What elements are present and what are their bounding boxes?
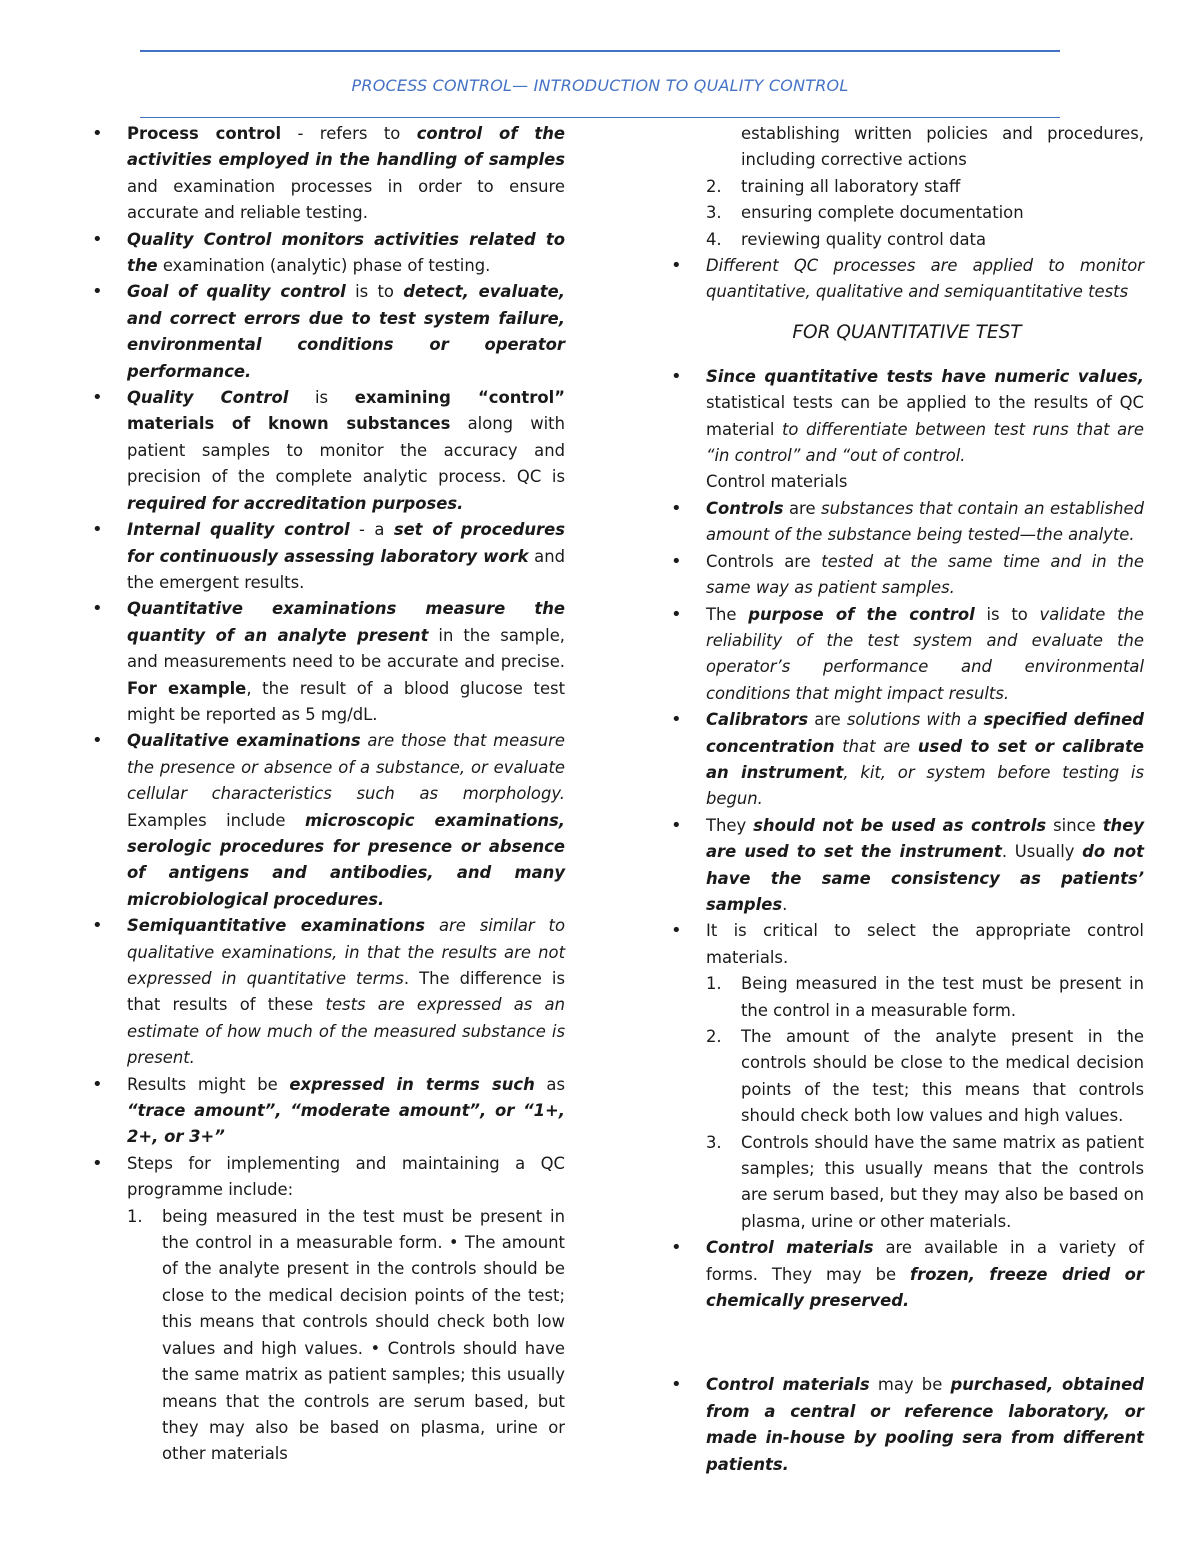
list-number: 4. <box>706 229 722 249</box>
numbered-criterion <box>670 1130 1144 1236</box>
bullet-process-control <box>91 121 565 227</box>
control-materials-label: Control materials <box>706 472 848 492</box>
bullet-since-quantitative <box>670 364 1144 470</box>
bullet-qc-monitors <box>91 227 565 280</box>
text-run: set of procedures for continuously assessing laboratory work <box>127 520 565 566</box>
text-run: is to <box>345 282 404 302</box>
text-run: being measured in the test must be present in the control in a measurable form. • The amount of the analyte present in the controls should be close to the medical decision points of the test; this means that controls should check both low values and high values. • Controls should have the same matrix as patient samples; this usually means that the controls are serum based, but they may also be based on plasma, urine or other materials <box>162 1206 565 1464</box>
text-run: Control materials <box>706 1238 874 1258</box>
text-run: . <box>782 894 788 914</box>
text-run: Process control <box>127 124 282 143</box>
bullet-control-purpose <box>670 602 1144 708</box>
text-run: , the result of a blood glucose test might be reported as 5 mg/dL. <box>127 678 565 724</box>
text-run: used to set or calibrate an instrument <box>706 736 1144 782</box>
text-run: Semiquantitative examinations <box>127 916 426 936</box>
text-run: is to <box>974 604 1040 624</box>
text-run: Controls <box>706 498 784 518</box>
text-run: are those that measure the presence or absence of a substance, or evaluate cellular characteristics such as morphology. <box>127 731 565 804</box>
text-run: and examination processes in order to ensure accurate and reliable testing. <box>127 176 565 223</box>
header-bottom-rule <box>140 117 1060 118</box>
text-run: required for accreditation purposes. <box>127 493 464 513</box>
header-top-rule <box>140 50 1060 52</box>
numbered-step-1 <box>91 1204 565 1468</box>
left-column <box>91 121 565 1468</box>
text-run: - refers to <box>281 124 417 143</box>
text-run: and the emergent results. <box>127 546 565 592</box>
text-run: are similar to qualitative examinations, in that the results are not expressed in quantitative terms <box>127 916 566 988</box>
text-run: detect, evaluate, and correct errors due to test system failure, environmental conditions or operator performance. <box>127 282 565 381</box>
list-number: 1. <box>706 974 722 994</box>
text-run: purchased, obtained from a central or reference laboratory, or made in-house by pooling sera from different patients. <box>706 1375 1144 1474</box>
page-header-title: PROCESS CONTROL— INTRODUCTION TO QUALITY CONTROL <box>351 76 849 95</box>
list-number: 3. <box>706 1132 722 1152</box>
bullet-internal-qc <box>91 517 565 596</box>
text-run: microscopic examinations, serologic procedures for presence or absence of antigens and antibodies, and many microbiological procedures. <box>127 810 566 909</box>
text-run: purpose of the control <box>748 604 975 624</box>
bullet-should-not <box>670 813 1144 919</box>
list-number: 2. <box>706 176 722 196</box>
text-run: “trace amount”, “moderate amount”, or “1+, 2+, or 3+” <box>127 1101 565 1147</box>
text-run: Qualitative examinations <box>127 731 361 751</box>
text-run: is <box>288 388 355 408</box>
bullet-calibrators <box>670 707 1144 813</box>
list-item-text: ensuring complete documentation <box>741 203 1024 223</box>
text-run: Internal quality control <box>127 520 350 540</box>
bullet-qualitative <box>91 728 565 913</box>
text-run: Steps for implementing and maintaining a QC programme include: <box>127 1153 565 1200</box>
list-item-text: training all laboratory staff <box>741 176 961 196</box>
text-run: Goal of quality control <box>127 282 346 302</box>
text-run: should not be used as controls <box>753 815 1047 835</box>
numbered-criterion <box>670 971 1144 1024</box>
bullet-quantitative <box>91 596 565 728</box>
text-run: in the sample, and measurements need to be accurate and precise. <box>127 625 566 672</box>
numbered-step <box>670 227 1144 253</box>
text-run: to differentiate between test runs that are “in control” and “out of control. <box>706 419 1144 466</box>
text-run: are <box>783 498 822 518</box>
text-run: examining “control” materials of known substances <box>127 388 565 434</box>
text-run: Different QC processes are applied to monitor quantitative, qualitative and semiquantitative tests <box>706 256 1144 302</box>
text-run: statistical tests can be applied to the results of QC material <box>706 393 1144 439</box>
text-run: substances that contain an established amount of the substance being tested—the analyte. <box>706 498 1144 545</box>
list-item-text: Controls should have the same matrix as patient samples; this usually means that the controls are serum based, but they may also be based on plasma, urine or other materials. <box>741 1132 1144 1231</box>
text-run: It is critical to select the appropriate control materials. <box>706 921 1144 967</box>
bullet-controls-tested <box>670 549 1144 602</box>
bullet-qc-examining <box>91 385 565 517</box>
section-heading-quantitative: FOR QUANTITATIVE TEST <box>792 321 1022 343</box>
text-run: that are <box>834 736 918 756</box>
right-column <box>670 121 1144 1478</box>
bullet-control-purchased <box>670 1372 1144 1478</box>
text-run: are available in a variety of forms. They may be <box>706 1238 1144 1284</box>
text-run: validate the reliability of the test system and evaluate the operator’s performance and environmental conditions that might impact results. <box>706 604 1144 703</box>
text-run: Results might be <box>127 1074 290 1094</box>
text-run: tested at the same time and in the same way as patient samples. <box>706 551 1144 598</box>
text-run: tests are expressed as an estimate of how much of the measured substance is present. <box>127 995 565 1068</box>
text-run: frozen, freeze dried or chemically preserved. <box>706 1264 1144 1311</box>
list-item-text: reviewing quality control data <box>741 229 986 249</box>
text-run: . The difference is that results of these <box>127 969 565 1015</box>
text-run: Quantitative examinations measure the quantity of an analyte present <box>127 599 565 645</box>
text-run: - a <box>349 520 394 540</box>
text-run: expressed in terms such <box>289 1074 535 1094</box>
text-run: specified defined concentration <box>706 710 1144 756</box>
numbered-step <box>670 200 1144 226</box>
text-run: along with patient samples to monitor the accuracy and precision of the complete analytic process. QC is <box>127 414 565 487</box>
step-1-text <box>162 1207 565 1464</box>
text-run: Controls are <box>706 551 822 571</box>
bullet-semiquantitative <box>91 913 565 1071</box>
list-number: 1. <box>127 1206 143 1226</box>
text-run: Since quantitative tests have numeric values, <box>706 366 1144 386</box>
text-run: Quality Control monitors activities related to the <box>127 229 565 276</box>
numbered-step <box>670 174 1144 200</box>
text-run: The <box>706 604 749 624</box>
bullet-different-qc <box>670 253 1144 306</box>
steps-list <box>670 174 1144 253</box>
list-item-text: The amount of the analyte present in the controls should be close to the medical decision points of the test; this means that controls should check both low values and high values. <box>741 1027 1144 1126</box>
text-run: For example <box>127 678 247 698</box>
bullet-results <box>91 1072 565 1151</box>
text-run: Calibrators <box>706 710 809 730</box>
bullet-control-forms <box>670 1235 1144 1314</box>
text-run: may be <box>869 1375 951 1395</box>
text-run: . Usually <box>1001 842 1083 862</box>
list-number: 2. <box>706 1027 722 1046</box>
text-run: as <box>534 1074 565 1094</box>
text-run: , kit, or system before testing is begun. <box>706 762 1145 809</box>
text-run: Control materials <box>706 1375 870 1395</box>
text-run: control of the activities employed in the handling of samples <box>127 124 565 170</box>
text-run: do not have the same consistency as patients’ samples <box>706 842 1144 914</box>
bullet-steps <box>91 1151 565 1204</box>
list-number: 3. <box>706 203 722 223</box>
step-1-continuation <box>670 121 1144 174</box>
criteria-list <box>670 971 1144 1235</box>
text-run: examination (analytic) phase of testing. <box>157 256 491 276</box>
list-item-text: Being measured in the test must be present in the control in a measurable form. <box>741 974 1144 1020</box>
text-run: Examples include <box>127 810 305 830</box>
bullet-critical <box>670 918 1144 971</box>
text-run: they are used to set the instrument <box>706 815 1145 862</box>
bullet-controls-definition <box>670 496 1144 549</box>
text-run: are <box>808 710 847 730</box>
text-run: They <box>706 815 754 835</box>
text-run: establishing written policies and procedures, including corrective actions <box>741 124 1144 170</box>
text-run: since <box>1046 815 1103 835</box>
text-run: Quality Control <box>127 388 289 408</box>
text-run: solutions with a <box>846 710 984 730</box>
numbered-criterion <box>670 1024 1144 1130</box>
bullet-qc-goal <box>91 279 565 385</box>
